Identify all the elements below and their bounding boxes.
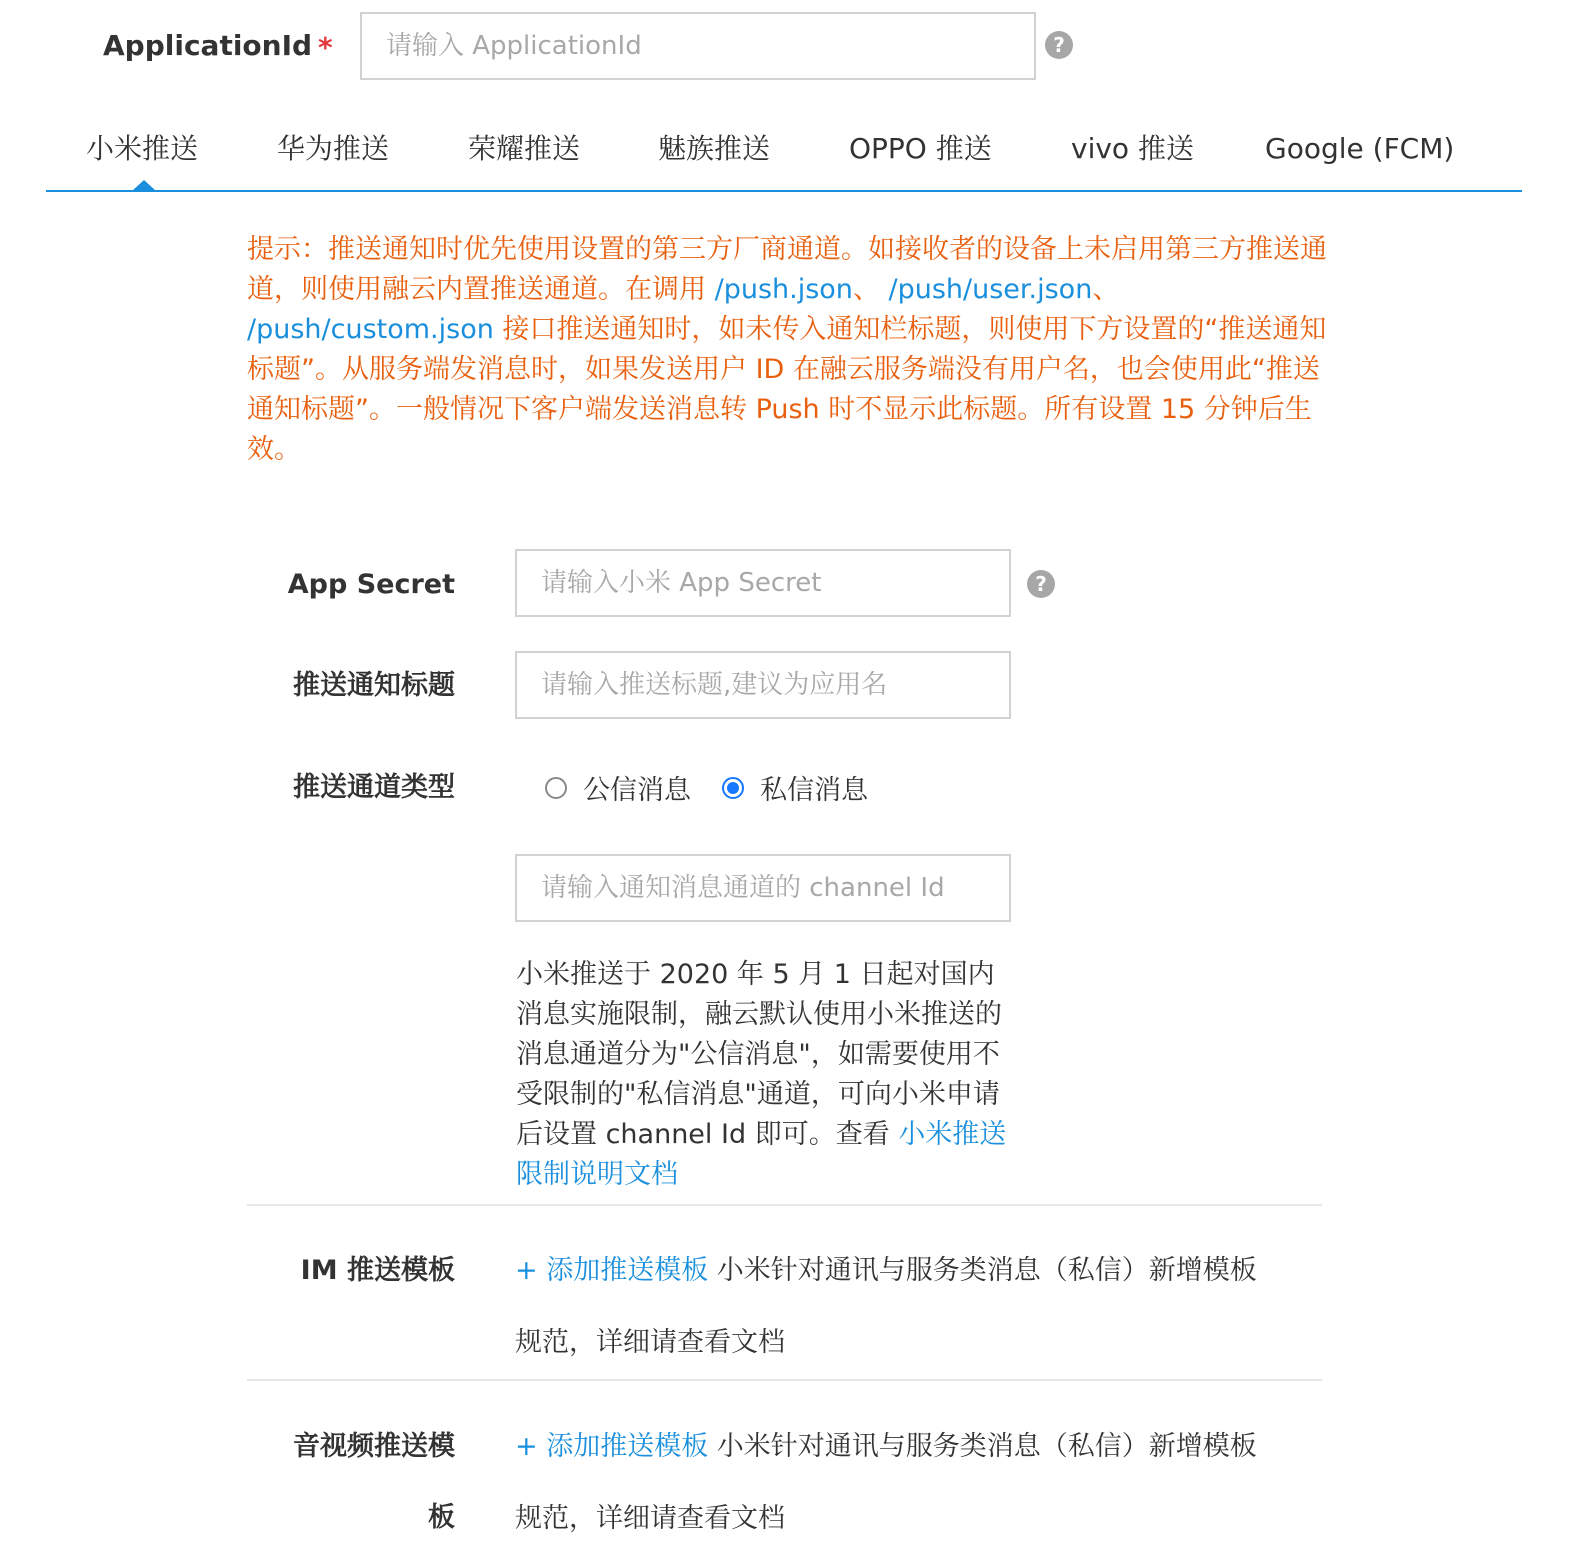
app-secret-label: App Secret: [287, 569, 455, 600]
divider: [247, 1204, 1322, 1206]
im-template-line1: [515, 1251, 1315, 1291]
tab-honor[interactable]: 荣耀推送: [468, 132, 581, 165]
application-id-label: ApplicationId: [103, 29, 313, 62]
radio-private-message[interactable]: [722, 768, 868, 807]
tab-oppo[interactable]: OPPO 推送: [849, 132, 992, 165]
av-template-label: 音视频推送模: [293, 1431, 455, 1462]
channel-type-radio-group: [545, 768, 894, 810]
im-template-description-line2: 规范，详细请查看文档: [515, 1327, 785, 1358]
channel-type-label: 推送通道类型: [293, 772, 455, 803]
tab-xiaomi[interactable]: 小米推送: [86, 132, 199, 165]
push-vendor-tabs: [46, 110, 1522, 192]
radio-public-message-label: 公信消息: [583, 775, 691, 806]
tab-huawei[interactable]: 华为推送: [277, 132, 390, 165]
push-user-json-link[interactable]: /push/user.json: [888, 274, 1093, 305]
add-im-template-link[interactable]: + 添加推送模板: [515, 1255, 709, 1286]
im-template-section: [515, 1251, 1315, 1363]
push-notice-text: [247, 230, 1327, 470]
tab-meizu[interactable]: 魅族推送: [658, 132, 771, 165]
add-av-template-link[interactable]: + 添加推送模板: [515, 1431, 709, 1462]
notice-separator: 、: [852, 274, 889, 305]
push-custom-json-link[interactable]: /push/custom.json: [247, 314, 494, 345]
app-secret-input[interactable]: [515, 549, 1011, 617]
notice-text-part2: 接口推送通知时，如未传入通知栏标题，则使用下方设置的“推送通知标题”。从服务端发消息时，如果发送用户 ID 在融云服务端没有用户名，也会使用此“推送通知标题”。一般情况下客户端发送消息转 Push 时不显示此标题。所有设置 15 分钟后生效。: [247, 314, 1327, 465]
required-mark: *: [318, 31, 333, 64]
help-icon[interactable]: ?: [1027, 570, 1055, 598]
active-tab-indicator: [133, 180, 155, 190]
radio-unchecked-icon[interactable]: [545, 777, 567, 799]
im-template-description: 小米针对通讯与服务类消息（私信）新增模板: [708, 1255, 1257, 1286]
av-template-description: 小米针对通讯与服务类消息（私信）新增模板: [708, 1431, 1257, 1462]
notice-text-part1: 提示：推送通知时优先使用设置的第三方厂商通道。如接收者的设备上未启用第三方推送通道，则使用融云内置推送通道。在调用: [247, 234, 1327, 305]
push-title-input[interactable]: [515, 651, 1011, 719]
divider: [247, 1379, 1322, 1381]
application-id-input[interactable]: [360, 12, 1036, 80]
push-title-label: 推送通知标题: [293, 670, 455, 701]
av-template-description-line2: 规范，详细请查看文档: [515, 1503, 785, 1534]
tab-google-fcm[interactable]: Google (FCM): [1265, 132, 1455, 165]
help-icon[interactable]: ?: [1045, 31, 1073, 59]
radio-checked-icon[interactable]: [722, 777, 744, 799]
radio-private-message-label: 私信消息: [760, 775, 869, 806]
push-json-link[interactable]: /push.json: [714, 274, 853, 305]
tab-vivo[interactable]: vivo 推送: [1071, 132, 1194, 165]
av-template-line1: [515, 1427, 1315, 1467]
xiaomi-restriction-doc-link[interactable]: 小米推送限制说明文档: [516, 1119, 1007, 1190]
im-template-label: IM 推送模板: [300, 1255, 455, 1286]
av-template-label-continued: 板: [428, 1502, 455, 1533]
xiaomi-restriction-note: [516, 955, 1016, 1195]
xiaomi-note-text: 小米推送于 2020 年 5 月 1 日起对国内消息实施限制，融云默认使用小米推送的消息通道分为"公信消息"，如需要使用不受限制的"私信消息"通道，可向小米申请后设置 channel Id 即可。查看: [516, 959, 1002, 1150]
av-template-section: [515, 1427, 1315, 1539]
notice-separator: 、: [1092, 274, 1120, 305]
channel-id-input[interactable]: [515, 854, 1011, 922]
radio-public-message[interactable]: [545, 768, 691, 807]
